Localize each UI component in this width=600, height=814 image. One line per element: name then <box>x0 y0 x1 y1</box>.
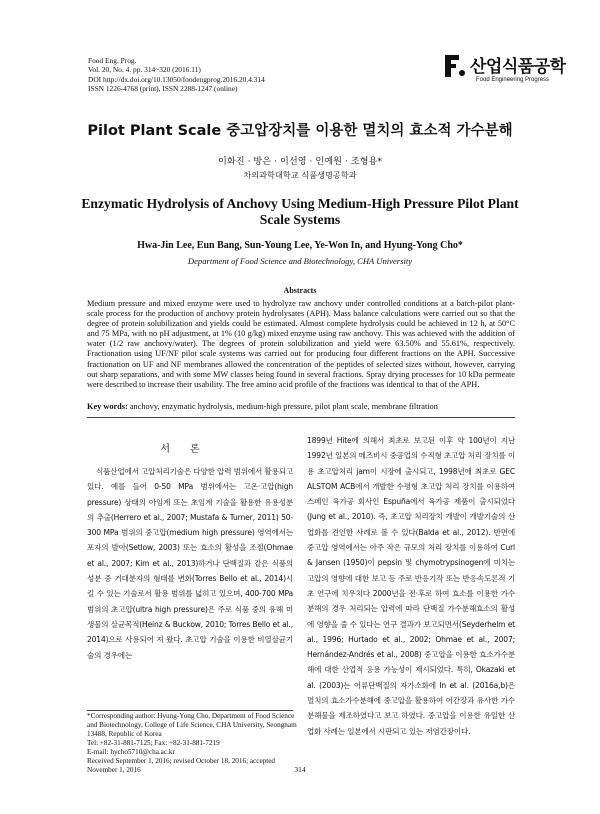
logo-subtitle: Food Engineering Progress <box>476 77 550 83</box>
title-english: Enzymatic Hydrolysis of Anchovy Using Medium-High Pressure Pilot Plant Scale Systems <box>81 196 519 227</box>
authors-english: Hwa-Jin Lee, Eun Bang, Sun-Young Lee, Ye-Won In, and Hyung-Yong Cho* <box>137 240 463 251</box>
abstract-heading: Abstracts <box>283 286 317 295</box>
logo-title: 산업식품공학 <box>470 57 566 77</box>
page-number: 314 <box>294 765 306 774</box>
body-column-right <box>307 433 515 739</box>
journal-issn: ISSN 1226-4768 (print), ISSN 2288-1247 (online) <box>88 84 238 94</box>
journal-name: Food Eng. Prog. <box>88 56 137 65</box>
body-column-left <box>87 464 293 663</box>
affiliation-english: Department of Food Science and Biotechnology, CHA University <box>187 256 413 266</box>
journal-metadata <box>88 56 265 94</box>
title-korean: Pilot Plant Scale 중고압장치를 이용한 멸치의 효소적 가수분해 <box>87 123 513 139</box>
corresponding-author: *Corresponding author: Hyung-Yong Cho, Department of Food Science and Biotechnology, College of Life Science, CHA University, Seongnam 13488, Republic of Korea <box>87 712 297 738</box>
received-dates: Received September 1, 2016; revised October 18, 2016; accepted November 1, 2016 <box>87 757 276 774</box>
affiliation-korean: 차의과학대학교 식품생명공학과 <box>243 170 357 180</box>
flask-logo-icon <box>442 53 468 79</box>
journal-volume: Vol. 20, No. 4. pp. 314~320 (2016.11) <box>88 65 201 75</box>
divider <box>87 417 515 418</box>
body-paragraph: 식품산업에서 고압처리기술은 다양한 압력 범위에서 활용되고 있다. 예를 들어 0-50 MPa 범위에서는 고온·고압(high pressure) 상태의 아임계 또는 초임계 기술을 활용한 유용성분의 추출(Herrero et al., 2007; Mustafa & Turner, 2011) 50-300 MPa 범위의 중고압(medium high pressure) 영역에서는 포자의 발아(Setlow, 2003) 또는 효소의 활성을 조절(Ohmae et al., 2007; Kim et al., 2013)하거나 단백질과 같은 식품의 성분 중 거대분자의 형태를 변화(Torres Bello et al., 2014)시킬 수 있는 기술로서 활용 범위를 넓히고 있으며, 400-700 MPa 범위의 초고압(ultra high pressure)은 주로 식품 중의 유해 미생물의 살균목적(Heinz & Buckow, 2010; Torres Bello et al., 2014)으로 사용되어 져 왔다. 초고압 기술을 이용한 비열살균기술의 경우에는 <box>87 467 293 660</box>
contact-phone: Tel: +82-31-881-7125; Fax: +82-31-881-7219 <box>87 739 220 747</box>
section-heading: 서론 <box>160 444 220 455</box>
journal-logo <box>442 52 566 92</box>
contact-email: E-mail: hycho5710@cha.ac.kr <box>87 748 175 756</box>
authors-korean: 이화진 · 방은 · 이선영 · 인예원 · 조형용* <box>218 156 382 167</box>
keywords-label: Key words: <box>87 402 128 411</box>
body-paragraph: 1899년 Hite에 의해서 최초로 보고된 이후 약 100년이 지난 1992년 일본의 메즈비시 중공업의 수직형 초고압 처리 장치를 이용 초고압처리 jam이 시장에 출시되고, 1998년에 최초로 GEC ALSTOM ACB에서 개발한 수평형 초고압 처리 장치를 이용하여 스페인 육가공 회사인 Espuña에서 육가공 제품이 출시되었다(Jung et al., 2010). 즉, 초고압 처리장치 개발이 개발기술의 산업화를 견인한 사례로 볼 수 있다(Balda et al., 2012). 반면에 중고압 영역에서는 아주 작은 규모의 처리 장치를 이용하여 Curl & Jansen (1950)이 pepsin 및 chymotrypsinogen에 미치는 고압의 영향에 대한 보고 등 주로 반응기작 또는 반응속도론적 기초 연구에 치우치다 2000년을 전·후로 하여 효소를 이용한 가수분해의 경우 처리되는 압력에 따라 단백질 가수분해효소의 활성에 영향을 줄 수 있다는 연구 결과가 보고되면서(Seyderhelm et al., 1996; Hurtado et al., 2002; Ohmae et al., 2007; Hernández-Andrés et al., 2008) 중고압을 이용한 효소가수분해에 대한 산업적 응용 가능성이 제시되었다. 특히, Okazaki et al. (2003)는 어류단백질의 자가소화에 In et al. (2016a,b)은 멸치의 효소가수분해에 중고압을 활용하여 어간장과 유사한 가수분해물을 제조하였다고 보고 하였다. 중고압을 이용한 유일한 산업화 사례는 일본에서 시판되고 있는 저염간장이다. <box>307 436 515 736</box>
footnote-divider <box>87 710 293 711</box>
keywords-list: anchovy, enzymatic hydrolysis, medium-high pressure, pilot plant scale, membrane filtration <box>129 402 438 411</box>
journal-doi: DOI http://dx.doi.org/10.13050/foodengprog.2016.20.4.314 <box>88 74 265 84</box>
abstract-text: Medium pressure and mixed enzyme were used to hydrolyze raw anchovy under controlled conditions at a batch-pilot plant-scale process for the production of anchovy protein hydrolysates (APH). Mass balance calculations were carried out so that the degree of protein solubilization and yields could be estimated. Almost complete hydrolysis could be achieved in 12 h, at 50°C and 75 MPa, with no pH adjustment, at 1% (10 g/kg) mixed enzyme using raw anchovy. This was achieved with the addition of water (1/2 raw anchovy/water). The degrees of protein solubilization and yield were 63.50% and 55.61%, respectively. Fractionation using UF/NF pilot scale systems was carried out for producing four different fractions on the APH. Successive fractionation on UF and NF membranes allowed the concentration of the peptides of selected sizes without, however, carrying out sharp separations, and with some MW classes being found in several fractions. Spray drying processes for 10 kDa permeate were described to increase their usability. The free amino acid profile of the fractions was identical to that of the APH. <box>87 299 515 389</box>
keywords <box>87 402 527 411</box>
